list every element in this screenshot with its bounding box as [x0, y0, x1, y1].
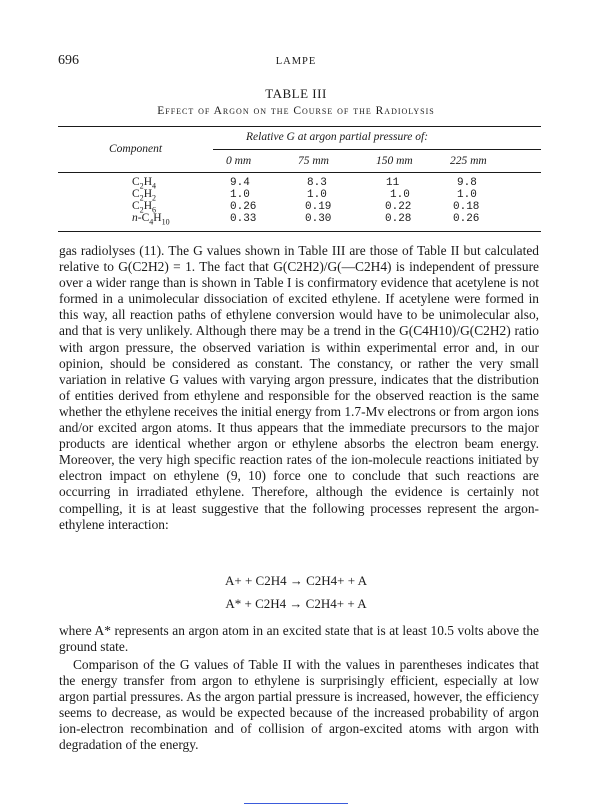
table-cell: 0.30: [305, 213, 332, 225]
table-cell: 8.3: [307, 177, 327, 189]
table-cell: 9.8: [457, 177, 477, 189]
equation: A+ + C2H4 → C2H4+ + A: [224, 573, 367, 588]
table-top-rule: [58, 126, 541, 127]
table-group-rule: [213, 149, 541, 150]
table-cell: 1.0: [457, 189, 477, 201]
body-paragraph: gas radiolyses (11). The G values shown in Table III are those of Table II but calculated relative to G(C2H2) = 1. The fact that G(C2H2)/G(—C2H4) is independent of pressure over a wider range than is shown in Table I is confirmatory evidence that acetylene is not formed in a unimolecular dissociation of excited ethylene. If acetylene were formed in this way, all reaction paths of ethylene conversion would have to be unimolecular also, and that is very unlikely. Although there may be a trend in the G(C4H10)/G(C2H2) ratio with argon pressure, the observed variation is within experimental error and, in our opinion, should be considered as constant. The constancy, or rather the very small variation in relative G values with varying argon pressure, indicates that the distribution of entities derived from ethylene and responsible for the observed reaction is the same whether the ethylene receives the initial energy from 1.7-Mv electrons or from argon ions and/or excited argon atoms. It thus appears that the immediate precursors to the major products are identical whether argon or ethylene absorbs the electron beam energy. Moreover, the very high specific reaction rates of the ion-molecule reactions initiated by electron impact on ethylene (9, 10) force one to conclude that such reactions are occurring in irradiated ethylene. Therefore, although the evidence is certainly not compelling, it is at least suggestive that the following processes represent the argon-ethylene interaction:: [59, 243, 539, 532]
body-paragraph: Comparison of the G values of Table II with the values in parentheses indicates that the energy transfer from argon to ethylene is surprisingly efficient, especially at low argon partial pressures. As the argon partial pressure is increased, however, the efficiency seems to decrease, as would be expected because of the increased probability of argon ion-electron recombination and of collision of argon-excited atoms with argon with degradation of the energy.: [59, 657, 539, 753]
table-cell: 0.19: [305, 201, 332, 213]
running-head: LAMPE: [275, 56, 317, 67]
row-component: $C_2H_4$: [132, 176, 157, 191]
row-component: $C_2H_2$: [132, 188, 157, 203]
table-cell: 0.26: [230, 201, 257, 213]
table-cell: 0.22: [385, 201, 412, 213]
body-paragraph: where A* represents an argon atom in an excited state that is at least 10.5 volts above the ground state.: [59, 623, 539, 655]
column-header-0: 0 mm: [226, 155, 252, 167]
table-cell: 11: [386, 177, 400, 189]
table-cell: 9.4: [230, 177, 250, 189]
page-number: 696: [58, 53, 79, 68]
table-cell: 0.26: [453, 213, 480, 225]
table-cell: 0.33: [230, 213, 257, 225]
table-cell: 1.0: [230, 189, 250, 201]
table-title: TABLE III: [265, 86, 327, 101]
table-caption: Effect of Argon on the Course of the Radiolysis: [157, 105, 435, 117]
table-bottom-rule: [58, 231, 541, 232]
footer-link[interactable]: [244, 803, 348, 804]
column-header-1: 75 mm: [298, 155, 329, 167]
column-header-2: 150 mm: [376, 155, 413, 167]
row-component: $C_2H_6$: [132, 200, 157, 215]
row-component: $n-C_4H_{10}$: [132, 212, 170, 227]
table-cell: 1.0: [307, 189, 327, 201]
equation: A* + C2H4 → C2H4+ + A: [225, 596, 367, 611]
table-row-header: Component: [109, 143, 163, 155]
column-header-3: 225 mm: [450, 155, 487, 167]
table-cell: 0.18: [453, 201, 480, 213]
table-cell: 1.0: [390, 189, 410, 201]
table-header-rule: [58, 172, 541, 173]
table-cell: 0.28: [385, 213, 412, 225]
table-group-header: Relative G at argon partial pressure of:: [246, 131, 429, 143]
